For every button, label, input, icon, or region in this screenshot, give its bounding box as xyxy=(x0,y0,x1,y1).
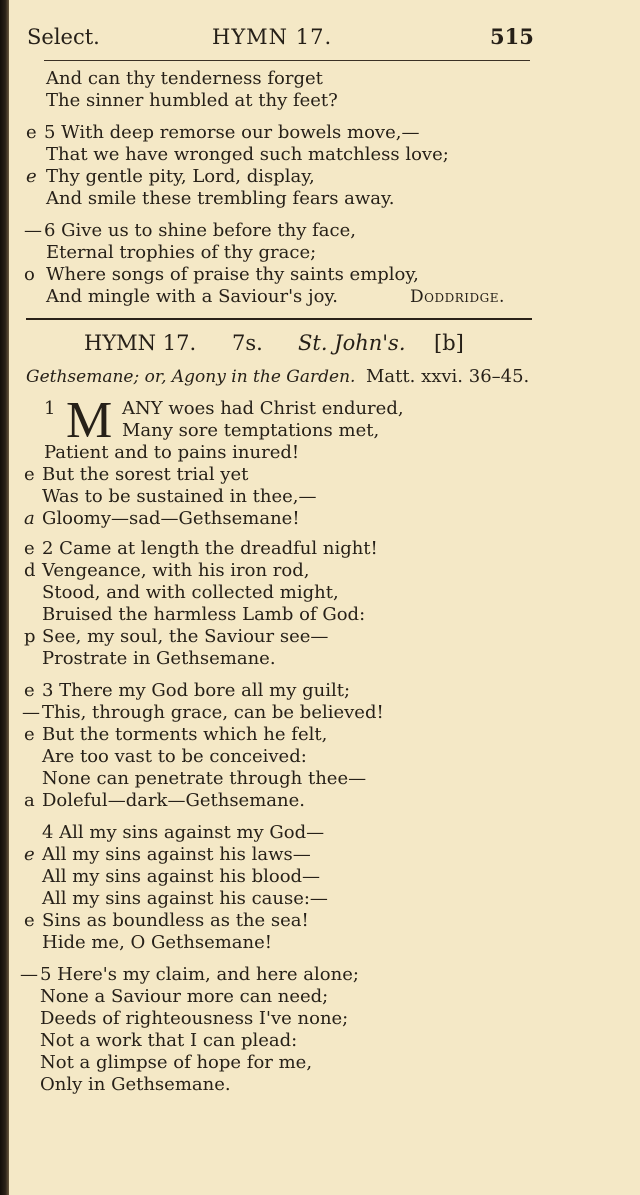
hymn-author: Doddridge. xyxy=(410,287,505,307)
verse-line: Thy gentle pity, Lord, display, xyxy=(46,166,315,187)
verse-mark: a xyxy=(24,790,35,811)
verse-line: Sins as boundless as the sea! xyxy=(42,910,309,931)
verse-line: All my sins against his laws— xyxy=(42,844,311,865)
verse-mark: e xyxy=(24,538,35,559)
verse-line: None can penetrate through thee— xyxy=(42,768,367,789)
header-hymn-number: HYMN 17. xyxy=(212,25,333,49)
verse-mark: e xyxy=(24,464,35,485)
verse-line: See, my soul, the Saviour see— xyxy=(42,626,329,647)
verse-line: Bruised the harmless Lamb of God: xyxy=(42,604,366,625)
verse-line: Not a work that I can plead: xyxy=(40,1030,298,1051)
stanza-number: 1 xyxy=(44,398,56,419)
verse-mark: e xyxy=(24,680,35,701)
verse-mark: e xyxy=(24,844,35,865)
verse-line: All my sins against his cause:— xyxy=(42,888,328,909)
verse-line: Eternal trophies of thy grace; xyxy=(46,242,317,263)
header-rule xyxy=(44,60,530,61)
hymn-title: HYMN 17. xyxy=(84,331,197,355)
verse-line: 2 Came at length the dreadful night! xyxy=(42,538,378,559)
verse-line: ANY woes had Christ endured, xyxy=(122,398,404,419)
hymn-meter: 7s. xyxy=(232,331,263,355)
hymn-separator-rule xyxy=(26,318,532,320)
verse-line: Hide me, O Gethsemane! xyxy=(42,932,273,953)
verse-mark: — xyxy=(24,220,42,241)
verse-line: Gloomy—sad—Gethsemane! xyxy=(42,508,300,529)
verse-line: And mingle with a Saviour's joy. xyxy=(46,286,338,307)
verse-line: The sinner humbled at thy feet? xyxy=(46,90,338,111)
verse-mark: e xyxy=(26,122,37,143)
verse-line: All my sins against his blood— xyxy=(42,866,321,887)
verse-mark: — xyxy=(20,964,38,985)
verse-line: 6 Give us to shine before thy face, xyxy=(44,220,356,241)
verse-line: Are too vast to be conceived: xyxy=(42,746,307,767)
header-section-label: Select. xyxy=(27,25,100,49)
verse-line: Deeds of righteousness I've none; xyxy=(40,1008,349,1029)
verse-line: Many sore temptations met, xyxy=(122,420,380,441)
verse-line: Not a glimpse of hope for me, xyxy=(40,1052,313,1073)
verse-line: None a Saviour more can need; xyxy=(40,986,329,1007)
scripture-reference: Matt. xxvi. 36–45. xyxy=(366,366,530,387)
verse-line: Vengeance, with his iron rod, xyxy=(42,560,310,581)
verse-line: But the torments which he felt, xyxy=(42,724,328,745)
verse-line: Only in Gethsemane. xyxy=(40,1074,231,1095)
hymn-subtitle: Gethsemane; or, Agony in the Garden. xyxy=(26,367,356,387)
verse-line: 4 All my sins against my God— xyxy=(42,822,325,843)
verse-mark: — xyxy=(22,702,40,723)
verse-line: Stood, and with collected might, xyxy=(42,582,339,603)
verse-mark: d xyxy=(24,560,36,581)
verse-line: This, through grace, can be believed! xyxy=(42,702,384,723)
drop-cap: M xyxy=(66,392,113,449)
verse-mark: o xyxy=(24,264,35,285)
verse-mark: e xyxy=(24,910,35,931)
verse-line: That we have wronged such matchless love; xyxy=(46,144,449,165)
verse-line: Was to be sustained in thee,— xyxy=(42,486,317,507)
hymn-tune: St. John's. xyxy=(298,331,406,355)
hymn-key: [b] xyxy=(434,331,464,355)
verse-line: But the sorest trial yet xyxy=(42,464,249,485)
verse-mark: p xyxy=(24,626,36,647)
verse-line: Where songs of praise thy saints employ, xyxy=(46,264,419,285)
page-number: 515 xyxy=(490,24,534,49)
verse-line: 5 Here's my claim, and here alone; xyxy=(40,964,359,985)
verse-mark: a xyxy=(24,508,35,529)
verse-mark: e xyxy=(26,166,37,187)
verse-line: And smile these trembling fears away. xyxy=(46,188,395,209)
verse-line: Prostrate in Gethsemane. xyxy=(42,648,276,669)
verse-line: Doleful—dark—Gethsemane. xyxy=(42,790,305,811)
verse-line: 5 With deep remorse our bowels move,— xyxy=(44,122,420,143)
verse-line: Patient and to pains inured! xyxy=(44,442,300,463)
verse-line: 3 There my God bore all my guilt; xyxy=(42,680,351,701)
verse-mark: e xyxy=(24,724,35,745)
verse-line: And can thy tenderness forget xyxy=(46,68,323,89)
